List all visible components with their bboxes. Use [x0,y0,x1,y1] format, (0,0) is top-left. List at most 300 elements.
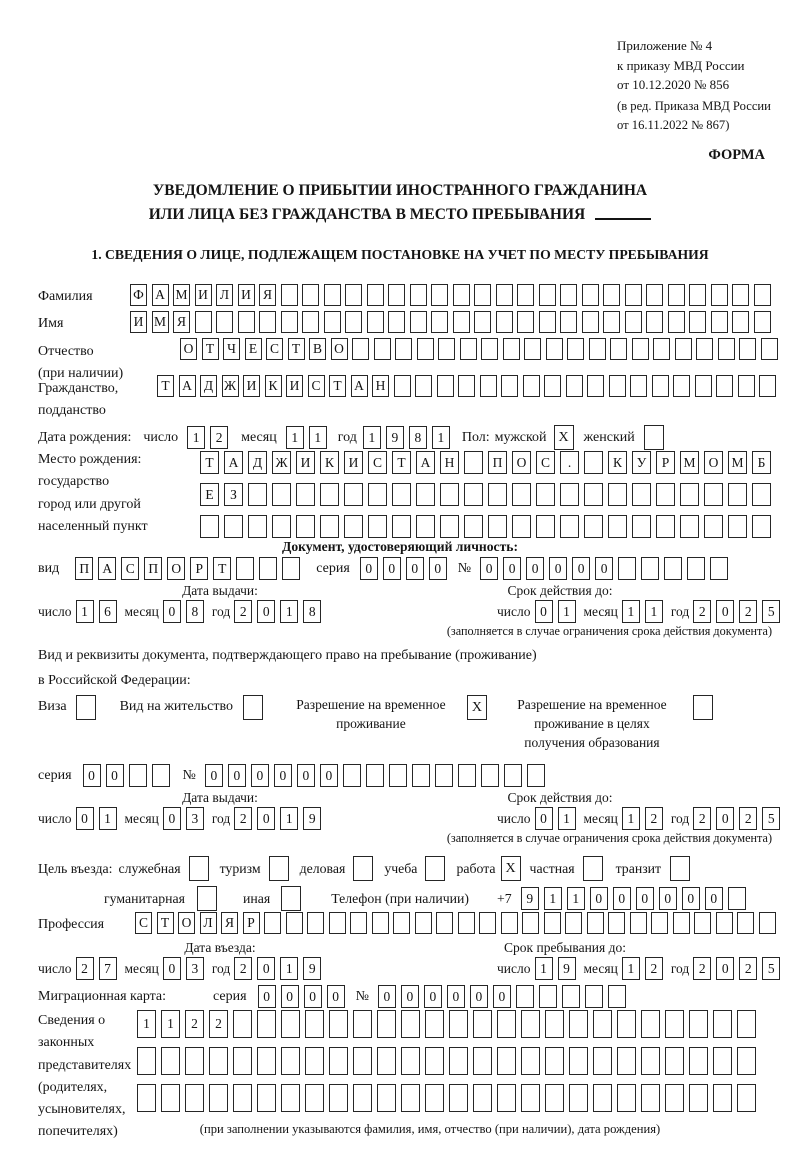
char-cell[interactable] [512,515,531,538]
char-cell[interactable]: Т [202,338,219,360]
char-cell[interactable] [281,284,298,306]
char-cell[interactable] [632,483,651,506]
char-cell[interactable]: 0 [257,807,275,830]
char-cell[interactable] [352,338,369,360]
char-cell[interactable] [728,483,747,506]
char-cell[interactable] [464,515,483,538]
char-cell[interactable] [209,1047,228,1075]
char-cell[interactable] [216,311,233,333]
char-cell[interactable]: 0 [228,764,246,787]
char-cell[interactable]: 0 [493,985,511,1008]
char-cell[interactable] [632,338,649,360]
char-cell[interactable] [233,1084,252,1112]
char-cell[interactable] [646,311,663,333]
char-cell[interactable] [545,1047,564,1075]
char-cell[interactable] [281,886,301,911]
purpose-business-checkbox[interactable] [353,856,373,881]
char-cell[interactable] [449,1084,468,1112]
char-cell[interactable] [458,764,476,787]
char-cell[interactable] [137,1047,156,1075]
char-cell[interactable] [752,483,771,506]
char-cell[interactable] [728,887,746,910]
char-cell[interactable]: 8 [303,600,321,623]
char-cell[interactable]: Р [243,912,260,934]
char-cell[interactable]: 2 [234,807,252,830]
char-cell[interactable]: 1 [280,807,298,830]
char-cell[interactable] [481,338,498,360]
char-cell[interactable]: 1 [286,426,304,449]
char-cell[interactable] [630,375,647,397]
char-cell[interactable] [689,1010,708,1038]
char-cell[interactable]: 0 [163,600,181,623]
char-cell[interactable] [668,311,685,333]
char-cell[interactable] [388,284,405,306]
char-cell[interactable] [129,764,147,787]
char-cell[interactable]: М [728,451,747,474]
char-cell[interactable]: 1 [558,600,576,623]
char-cell[interactable]: 0 [378,985,396,1008]
char-cell[interactable] [539,311,556,333]
char-cell[interactable] [517,311,534,333]
char-cell[interactable]: 0 [447,985,465,1008]
char-cell[interactable]: Д [200,375,217,397]
char-cell[interactable]: Т [157,912,174,934]
char-cell[interactable] [694,912,711,934]
char-cell[interactable]: И [286,375,303,397]
char-cell[interactable]: 0 [257,600,275,623]
char-cell[interactable] [737,1010,756,1038]
char-cell[interactable]: 2 [693,957,711,980]
char-cell[interactable] [264,912,281,934]
char-cell[interactable] [497,1010,516,1038]
char-cell[interactable]: 0 [526,557,544,580]
char-cell[interactable]: 1 [363,426,381,449]
char-cell[interactable] [501,912,518,934]
char-cell[interactable]: Б [752,451,771,474]
char-cell[interactable]: 0 [705,887,723,910]
char-cell[interactable] [269,856,289,881]
char-cell[interactable] [281,1010,300,1038]
char-cell[interactable]: 2 [209,1010,228,1038]
char-cell[interactable] [458,375,475,397]
char-cell[interactable] [401,1010,420,1038]
char-cell[interactable] [435,764,453,787]
char-cell[interactable] [417,338,434,360]
char-cell[interactable] [585,985,603,1008]
char-cell[interactable] [704,483,723,506]
char-cell[interactable] [603,284,620,306]
char-cell[interactable] [687,557,705,580]
char-cell[interactable] [501,375,518,397]
char-cell[interactable]: 1 [558,807,576,830]
char-cell[interactable]: М [152,311,169,333]
char-cell[interactable] [716,912,733,934]
char-cell[interactable] [343,764,361,787]
char-cell[interactable]: К [320,451,339,474]
char-cell[interactable] [464,483,483,506]
char-cell[interactable] [233,1010,252,1038]
char-cell[interactable] [425,1047,444,1075]
char-cell[interactable] [539,985,557,1008]
char-cell[interactable] [711,311,728,333]
char-cell[interactable] [761,338,778,360]
char-cell[interactable] [345,284,362,306]
purpose-transit-checkbox[interactable] [670,856,690,881]
char-cell[interactable] [272,515,291,538]
char-cell[interactable] [569,1010,588,1038]
char-cell[interactable] [603,311,620,333]
char-cell[interactable]: 0 [297,764,315,787]
char-cell[interactable]: 0 [401,985,419,1008]
char-cell[interactable] [152,764,170,787]
char-cell[interactable] [329,912,346,934]
char-cell[interactable] [224,515,243,538]
char-cell[interactable] [286,912,303,934]
char-cell[interactable] [415,912,432,934]
char-cell[interactable]: 7 [99,957,117,980]
char-cell[interactable] [416,515,435,538]
char-cell[interactable] [641,557,659,580]
char-cell[interactable]: В [309,338,326,360]
char-cell[interactable] [257,1084,276,1112]
char-cell[interactable]: 2 [645,807,663,830]
char-cell[interactable] [488,515,507,538]
char-cell[interactable]: 0 [406,557,424,580]
char-cell[interactable] [372,912,389,934]
char-cell[interactable]: О [331,338,348,360]
purpose-official-checkbox[interactable] [189,856,209,881]
char-cell[interactable] [689,284,706,306]
char-cell[interactable] [353,856,373,881]
char-cell[interactable]: 8 [186,600,204,623]
char-cell[interactable] [713,1084,732,1112]
char-cell[interactable] [539,284,556,306]
char-cell[interactable] [259,311,276,333]
char-cell[interactable]: 1 [76,600,94,623]
char-cell[interactable] [320,483,339,506]
char-cell[interactable] [689,311,706,333]
char-cell[interactable]: 0 [429,557,447,580]
char-cell[interactable] [440,483,459,506]
char-cell[interactable] [305,1010,324,1038]
char-cell[interactable]: 0 [383,557,401,580]
char-cell[interactable]: 1 [567,887,585,910]
char-cell[interactable]: И [344,451,363,474]
char-cell[interactable] [282,557,300,580]
char-cell[interactable] [673,375,690,397]
char-cell[interactable] [560,515,579,538]
char-cell[interactable] [473,1010,492,1038]
char-cell[interactable]: Д [248,451,267,474]
char-cell[interactable]: М [680,451,699,474]
char-cell[interactable]: И [243,375,260,397]
char-cell[interactable] [195,311,212,333]
char-cell[interactable]: 1 [645,600,663,623]
char-cell[interactable] [584,451,603,474]
char-cell[interactable] [480,375,497,397]
char-cell[interactable] [453,311,470,333]
char-cell[interactable] [200,515,219,538]
char-cell[interactable]: 0 [590,887,608,910]
char-cell[interactable]: К [265,375,282,397]
char-cell[interactable] [392,515,411,538]
char-cell[interactable] [431,284,448,306]
char-cell[interactable] [76,695,96,720]
char-cell[interactable]: Е [200,483,219,506]
char-cell[interactable] [754,284,771,306]
char-cell[interactable] [395,338,412,360]
char-cell[interactable]: 1 [280,600,298,623]
char-cell[interactable] [630,912,647,934]
char-cell[interactable] [329,1084,348,1112]
char-cell[interactable]: А [224,451,243,474]
char-cell[interactable] [587,912,604,934]
char-cell[interactable] [618,557,636,580]
char-cell[interactable]: 0 [424,985,442,1008]
char-cell[interactable] [236,557,254,580]
char-cell[interactable] [656,483,675,506]
char-cell[interactable] [185,1084,204,1112]
char-cell[interactable]: П [144,557,162,580]
char-cell[interactable] [449,1010,468,1038]
char-cell[interactable] [248,515,267,538]
char-cell[interactable] [503,338,520,360]
char-cell[interactable] [458,912,475,934]
char-cell[interactable] [546,338,563,360]
purpose-tourism-checkbox[interactable] [269,856,289,881]
char-cell[interactable]: 0 [76,807,94,830]
char-cell[interactable] [587,375,604,397]
char-cell[interactable] [737,1084,756,1112]
char-cell[interactable]: И [130,311,147,333]
char-cell[interactable]: 0 [83,764,101,787]
char-cell[interactable] [670,856,690,881]
char-cell[interactable] [737,912,754,934]
char-cell[interactable] [473,1047,492,1075]
char-cell[interactable] [646,284,663,306]
char-cell[interactable]: 0 [716,600,734,623]
char-cell[interactable]: О [704,451,723,474]
char-cell[interactable] [593,1084,612,1112]
char-cell[interactable]: Т [213,557,231,580]
char-cell[interactable]: Т [157,375,174,397]
char-cell[interactable]: 5 [762,600,780,623]
char-cell[interactable] [617,1047,636,1075]
char-cell[interactable] [353,1047,372,1075]
char-cell[interactable] [609,375,626,397]
char-cell[interactable] [693,695,713,720]
residence-option-rvp-checkbox[interactable] [467,695,487,720]
char-cell[interactable] [209,1084,228,1112]
char-cell[interactable]: Р [190,557,208,580]
char-cell[interactable] [728,515,747,538]
char-cell[interactable]: С [536,451,555,474]
char-cell[interactable] [610,338,627,360]
char-cell[interactable]: X [501,856,521,881]
char-cell[interactable]: 5 [762,807,780,830]
char-cell[interactable]: 0 [106,764,124,787]
char-cell[interactable]: 0 [613,887,631,910]
char-cell[interactable]: 1 [544,887,562,910]
char-cell[interactable] [137,1084,156,1112]
char-cell[interactable] [307,912,324,934]
char-cell[interactable] [425,1010,444,1038]
char-cell[interactable] [243,695,263,720]
char-cell[interactable]: Т [200,451,219,474]
char-cell[interactable] [392,483,411,506]
char-cell[interactable]: 0 [572,557,590,580]
char-cell[interactable]: 1 [137,1010,156,1038]
char-cell[interactable] [544,375,561,397]
char-cell[interactable] [641,1047,660,1075]
char-cell[interactable]: 0 [716,807,734,830]
char-cell[interactable]: Ж [222,375,239,397]
char-cell[interactable] [545,1084,564,1112]
char-cell[interactable]: 9 [386,426,404,449]
char-cell[interactable]: 9 [521,887,539,910]
char-cell[interactable]: 2 [693,807,711,830]
char-cell[interactable] [496,284,513,306]
char-cell[interactable]: Н [372,375,389,397]
char-cell[interactable] [589,338,606,360]
char-cell[interactable]: 8 [409,426,427,449]
char-cell[interactable]: Л [216,284,233,306]
char-cell[interactable]: Ф [130,284,147,306]
char-cell[interactable] [425,1084,444,1112]
char-cell[interactable] [566,375,583,397]
char-cell[interactable] [536,483,555,506]
char-cell[interactable] [593,1010,612,1038]
char-cell[interactable] [257,1010,276,1038]
char-cell[interactable] [344,483,363,506]
char-cell[interactable]: З [224,483,243,506]
char-cell[interactable]: 2 [185,1010,204,1038]
char-cell[interactable]: Я [259,284,276,306]
char-cell[interactable]: 2 [210,426,228,449]
char-cell[interactable]: 0 [535,807,553,830]
char-cell[interactable] [353,1010,372,1038]
char-cell[interactable]: 1 [187,426,205,449]
char-cell[interactable] [527,764,545,787]
char-cell[interactable]: 0 [503,557,521,580]
char-cell[interactable] [759,375,776,397]
char-cell[interactable]: С [135,912,152,934]
char-cell[interactable]: 1 [432,426,450,449]
char-cell[interactable]: 2 [739,957,757,980]
char-cell[interactable] [673,912,690,934]
char-cell[interactable] [302,284,319,306]
char-cell[interactable]: П [488,451,507,474]
char-cell[interactable] [544,912,561,934]
char-cell[interactable]: 0 [281,985,299,1008]
char-cell[interactable] [608,515,627,538]
char-cell[interactable] [504,764,522,787]
char-cell[interactable] [488,483,507,506]
char-cell[interactable] [401,1084,420,1112]
char-cell[interactable] [474,284,491,306]
char-cell[interactable] [716,375,733,397]
char-cell[interactable] [680,483,699,506]
char-cell[interactable]: А [98,557,116,580]
char-cell[interactable] [437,375,454,397]
char-cell[interactable] [496,311,513,333]
char-cell[interactable]: 0 [327,985,345,1008]
char-cell[interactable] [668,284,685,306]
char-cell[interactable] [632,515,651,538]
char-cell[interactable]: С [121,557,139,580]
char-cell[interactable] [257,1047,276,1075]
char-cell[interactable]: 0 [549,557,567,580]
char-cell[interactable] [233,1047,252,1075]
char-cell[interactable] [739,338,756,360]
char-cell[interactable] [366,764,384,787]
char-cell[interactable] [412,764,430,787]
char-cell[interactable]: 0 [636,887,654,910]
char-cell[interactable] [248,483,267,506]
char-cell[interactable]: Т [288,338,305,360]
char-cell[interactable]: У [632,451,651,474]
char-cell[interactable]: 0 [258,985,276,1008]
char-cell[interactable] [329,1047,348,1075]
char-cell[interactable] [189,856,209,881]
char-cell[interactable] [436,912,453,934]
char-cell[interactable] [324,284,341,306]
char-cell[interactable] [665,1047,684,1075]
char-cell[interactable]: П [75,557,93,580]
char-cell[interactable] [517,284,534,306]
char-cell[interactable]: М [173,284,190,306]
char-cell[interactable]: 1 [161,1010,180,1038]
char-cell[interactable]: 0 [716,957,734,980]
char-cell[interactable]: 0 [251,764,269,787]
char-cell[interactable] [388,311,405,333]
char-cell[interactable] [569,1084,588,1112]
char-cell[interactable] [524,338,541,360]
char-cell[interactable]: 2 [234,600,252,623]
char-cell[interactable]: . [560,451,579,474]
char-cell[interactable] [675,338,692,360]
char-cell[interactable]: 1 [535,957,553,980]
char-cell[interactable]: С [308,375,325,397]
char-cell[interactable] [281,1047,300,1075]
char-cell[interactable] [479,912,496,934]
char-cell[interactable] [415,375,432,397]
char-cell[interactable] [651,912,668,934]
char-cell[interactable]: 3 [186,957,204,980]
char-cell[interactable] [738,375,755,397]
char-cell[interactable]: 0 [470,985,488,1008]
char-cell[interactable] [752,515,771,538]
char-cell[interactable]: 2 [234,957,252,980]
char-cell[interactable] [567,338,584,360]
char-cell[interactable]: 0 [163,807,181,830]
char-cell[interactable]: 0 [682,887,700,910]
char-cell[interactable] [440,515,459,538]
char-cell[interactable] [410,284,427,306]
char-cell[interactable] [641,1010,660,1038]
char-cell[interactable] [281,1084,300,1112]
char-cell[interactable]: 0 [320,764,338,787]
char-cell[interactable] [652,375,669,397]
char-cell[interactable] [560,284,577,306]
char-cell[interactable] [238,311,255,333]
char-cell[interactable]: 0 [535,600,553,623]
char-cell[interactable]: 2 [739,807,757,830]
char-cell[interactable]: К [608,451,627,474]
char-cell[interactable]: 0 [163,957,181,980]
char-cell[interactable]: 1 [622,600,640,623]
char-cell[interactable] [710,557,728,580]
